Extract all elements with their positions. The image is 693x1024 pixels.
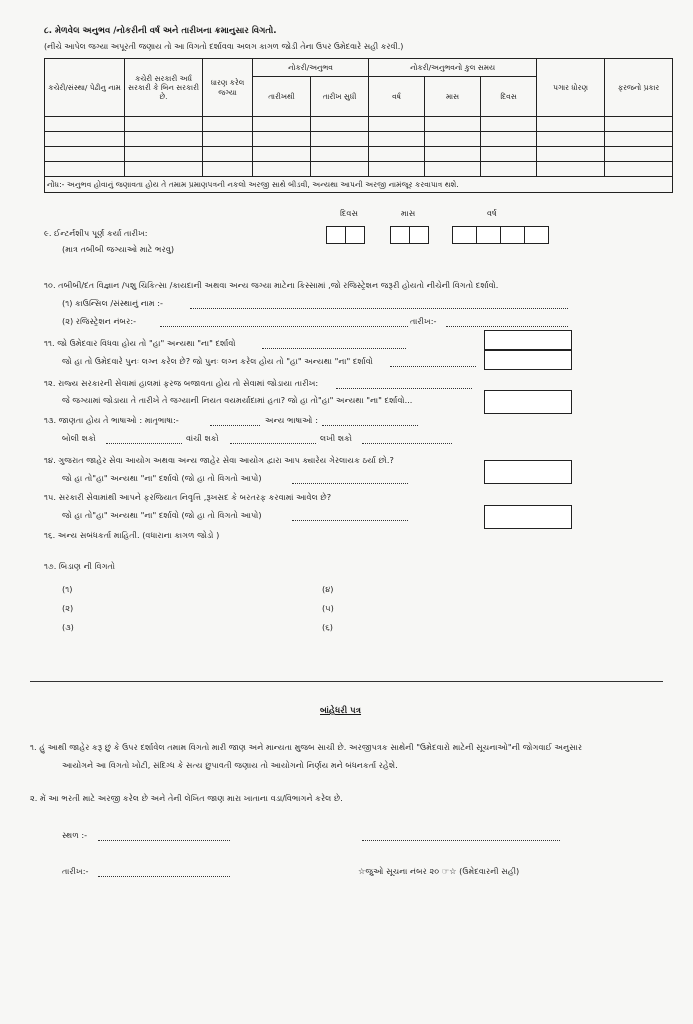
date-label-month: માસ [401,208,416,218]
table-row[interactable] [45,132,673,147]
sec13-write-label: લખી શકો [320,433,353,443]
col-to-date: તારીખ સુધી [311,77,369,117]
declaration-para1-b: આયોગને આ વિગતો ખોટી, સંદિગ્ધ કે સત્ય છુપાવતી જણાય તો આયોગનો નિર્ણય મને બંધનકર્તા રહેશે. [62,760,398,770]
sec11-line1: ૧૧. જો ઉમેદવાર વિધવા હોય તો "હા" અન્યથા "ના" દર્શાવો [44,338,236,348]
dotted-leader [390,366,476,367]
dotted-leader [336,388,472,389]
speak-field[interactable] [106,443,182,444]
col-post: ધારણ કરેલ જગ્યા [203,59,253,117]
sec13-speak-label: બોલી શકો [62,433,96,443]
dotted-leader [292,483,408,484]
registration-number-field[interactable] [160,326,408,327]
sec12-line1: ૧૨. રાજ્ય સરકારની સેવામાં હાલમાં ફરજ બજાવતા હોય તો સેવામાં જોડાયા તારીખ: [44,378,319,388]
sec10-council-label: (૧) કાઉન્સિલ /સંસ્થાનું નામ :- [62,298,163,308]
enclosure-5: (૫) [322,603,334,613]
sec9-line2: (માત્ર તબીબી જગ્યાઓ માટે ભરવુ) [62,244,175,254]
col-years: વર્ષ [369,77,425,117]
write-field[interactable] [362,443,452,444]
internship-year-digit-4[interactable] [524,226,549,244]
dotted-leader [292,520,408,521]
sec15-line2: જો હા તો"હા" અન્યથા "ના" દર્શાવો (જો હા તો વિગતો આપો) [62,510,262,520]
dotted-leader [262,348,406,349]
table-row[interactable] [45,117,673,132]
place-field[interactable] [98,840,230,841]
remarried-answer-box[interactable] [484,350,572,370]
section-divider [30,681,663,682]
internship-year-digit-1[interactable] [452,226,477,244]
sec14-line1: ૧૪. ગુજરાત જાહેર સેવા આયોગ અથવા અન્ય જાહેર સેવા આયોગ દ્વારા આપ ક્યારેય ગેરલાયક ઠર્યા છો.? [44,455,394,465]
internship-month-digit-1[interactable] [390,226,410,244]
declaration-para1-a: ૧. હું આથી જાહેર કરૂ છું કે ઉપર દર્શાવેલ તમામ વિગતો મારી જાણ અને માન્યતા મુજબ સાચી છે. અરજીપત્રક સાથેની "ઉમેદવારો માટેની સૂચનાઓ"ની જોગવાઈ અનુસાર [30,742,583,752]
table-row[interactable] [45,162,673,177]
sec11-line2: જો હા તો ઉમેદવારે પુનઃ લગ્ન કરેલ છે? જો પુનઃ લગ્ન કરેલ હોય તો "હા" અન્યથા "ના" દર્શાવો [62,356,373,366]
date-label-year: વર્ષ [487,208,497,218]
sec16-line1: ૧૬. અન્ય સબંધકર્તા માહિતી. (વધારાના કાગળ જોડો ) [44,530,220,540]
col-duty-type: ફરજનો પ્રકાર [605,59,673,117]
col-pay-scale: પગાર ધોરણ [537,59,605,117]
sec9-line1: ૯. ઈન્ટર્નશીપ પૂર્ણ કર્યા તારીખ: [44,228,148,238]
col-days: દિવસ [481,77,537,117]
date-field[interactable] [98,876,230,877]
enclosure-4: (૪) [322,584,334,594]
enclosure-6: (૬) [322,622,333,632]
read-field[interactable] [230,443,316,444]
signature-note: ☆જુઓ સૂચના નંબર ૨૦ ☞☆ (ઉમેદવારની સહી) [358,866,520,876]
col-from-date: તારીખથી [253,77,311,117]
internship-year-digit-3[interactable] [500,226,525,244]
dismissal-answer-box[interactable] [484,505,572,529]
registration-date-field[interactable] [446,326,568,327]
sec14-line2: જો હા તો"હા" અન્યથા "ના" દર્શાવો (જો હા તો વિગતો આપો) [62,473,262,483]
table-row[interactable] [45,147,673,162]
signature-line[interactable] [362,840,560,841]
sec15-line1: ૧૫. સરકારી સેવામાંથી આપને ફરજિયાત નિવૃત્તિ ,રૂખસદ કે બરતરફ કરવામાં આવેલ છે? [44,492,332,502]
place-label: સ્થળ :- [62,830,88,840]
sec13-other-label: અન્ય ભાષાઓ : [265,415,318,425]
col-total-time: નોકરી/અનુભવનો કુલ સમય [369,59,537,77]
age-limit-answer-box[interactable] [484,390,572,414]
declaration-title: બાંહેધરી પત્ર [320,706,362,716]
sec8-heading: ૮. મેળવેલ અનુભવ /નોકરીની વર્ષ અને તારીખના ક્રમાનુસાર વિગતો. [44,26,277,36]
enclosure-3: (૩) [62,622,74,632]
internship-year-digit-2[interactable] [476,226,501,244]
date-label: તારીખ:- [62,866,89,876]
sec10-line1: ૧૦. તબીબી/દંત વિજ્ઞાન /પશુ ચિકિત્સા /કાયદાની અથવા અન્ય જગ્યા માટેના કિસ્સામાં ,જો રજિસ્ટ્રેશન જરૂરી હોયતો નીચેની વિગતો દર્શાવો. [44,280,499,290]
sec13-read-label: વાંચી શકો [186,433,219,443]
sec17-line1: ૧૭. બિડાણ ની વિગતો [44,561,116,571]
sec8-subnote: (નીચે આપેલ જગ્યા અપૂરતી જણાય તો આ વિગતો દર્શાવવા અલગ કાગળ જોડી તેના ઉપર ઉમેદવારે સહી કરવી.) [44,42,404,51]
sec10-reg-label: (૨) રજિસ્ટ્રેશન નંબર:- [62,316,137,326]
experience-note: નોંધ:- અનુભવ હોવાનું જણાવતા હોય તે તમામ પ્રમાણપત્રની નકલો અરજી સાથે બીડવી, અન્યથા આપની અરજી નામંજૂર કરવાપાત્ર થશે. [45,177,673,193]
sec13-line1: ૧૩. જાણતા હોય તે ભાષાઓ : માતૃભાષા:- [44,415,179,425]
internship-day-digit-2[interactable] [345,226,365,244]
disqualified-answer-box[interactable] [484,460,572,484]
col-service: નોકરી/અનુભવ [253,59,369,77]
council-name-field[interactable] [190,308,568,309]
sec10-date-label: તારીખ:- [410,316,437,326]
internship-day-digit-1[interactable] [326,226,346,244]
sec12-line2: જે જગ્યામાં જોડાયા તે તારીખે તે જગ્યાની નિયત વયમર્યાદામાં હતા? જો હા તો"હા" અન્યથા "ના" દર્શાવો... [62,395,413,405]
experience-table [44,58,673,193]
other-languages-field[interactable] [322,425,418,426]
declaration-para2: ૨. મેં આ ભરતી માટે અરજી કરેલ છે અને તેની લેખિત જાણ મારા ખાતાના વડા/વિભાગને કરેલ છે. [30,793,343,803]
col-office-type: કચેરી સરકારી અર્ધ સરકારી કે બિન સરકારી છે. [125,59,203,117]
col-months: માસ [425,77,481,117]
internship-month-digit-2[interactable] [409,226,429,244]
enclosure-1: (૧) [62,584,73,594]
widow-answer-box[interactable] [484,330,572,350]
col-office-name: કચેરી/સંસ્થા/ પેઢીનુ નામ [45,59,125,117]
mother-tongue-field[interactable] [210,425,260,426]
enclosure-2: (૨) [62,603,74,613]
date-label-day: દિવસ [340,208,359,218]
